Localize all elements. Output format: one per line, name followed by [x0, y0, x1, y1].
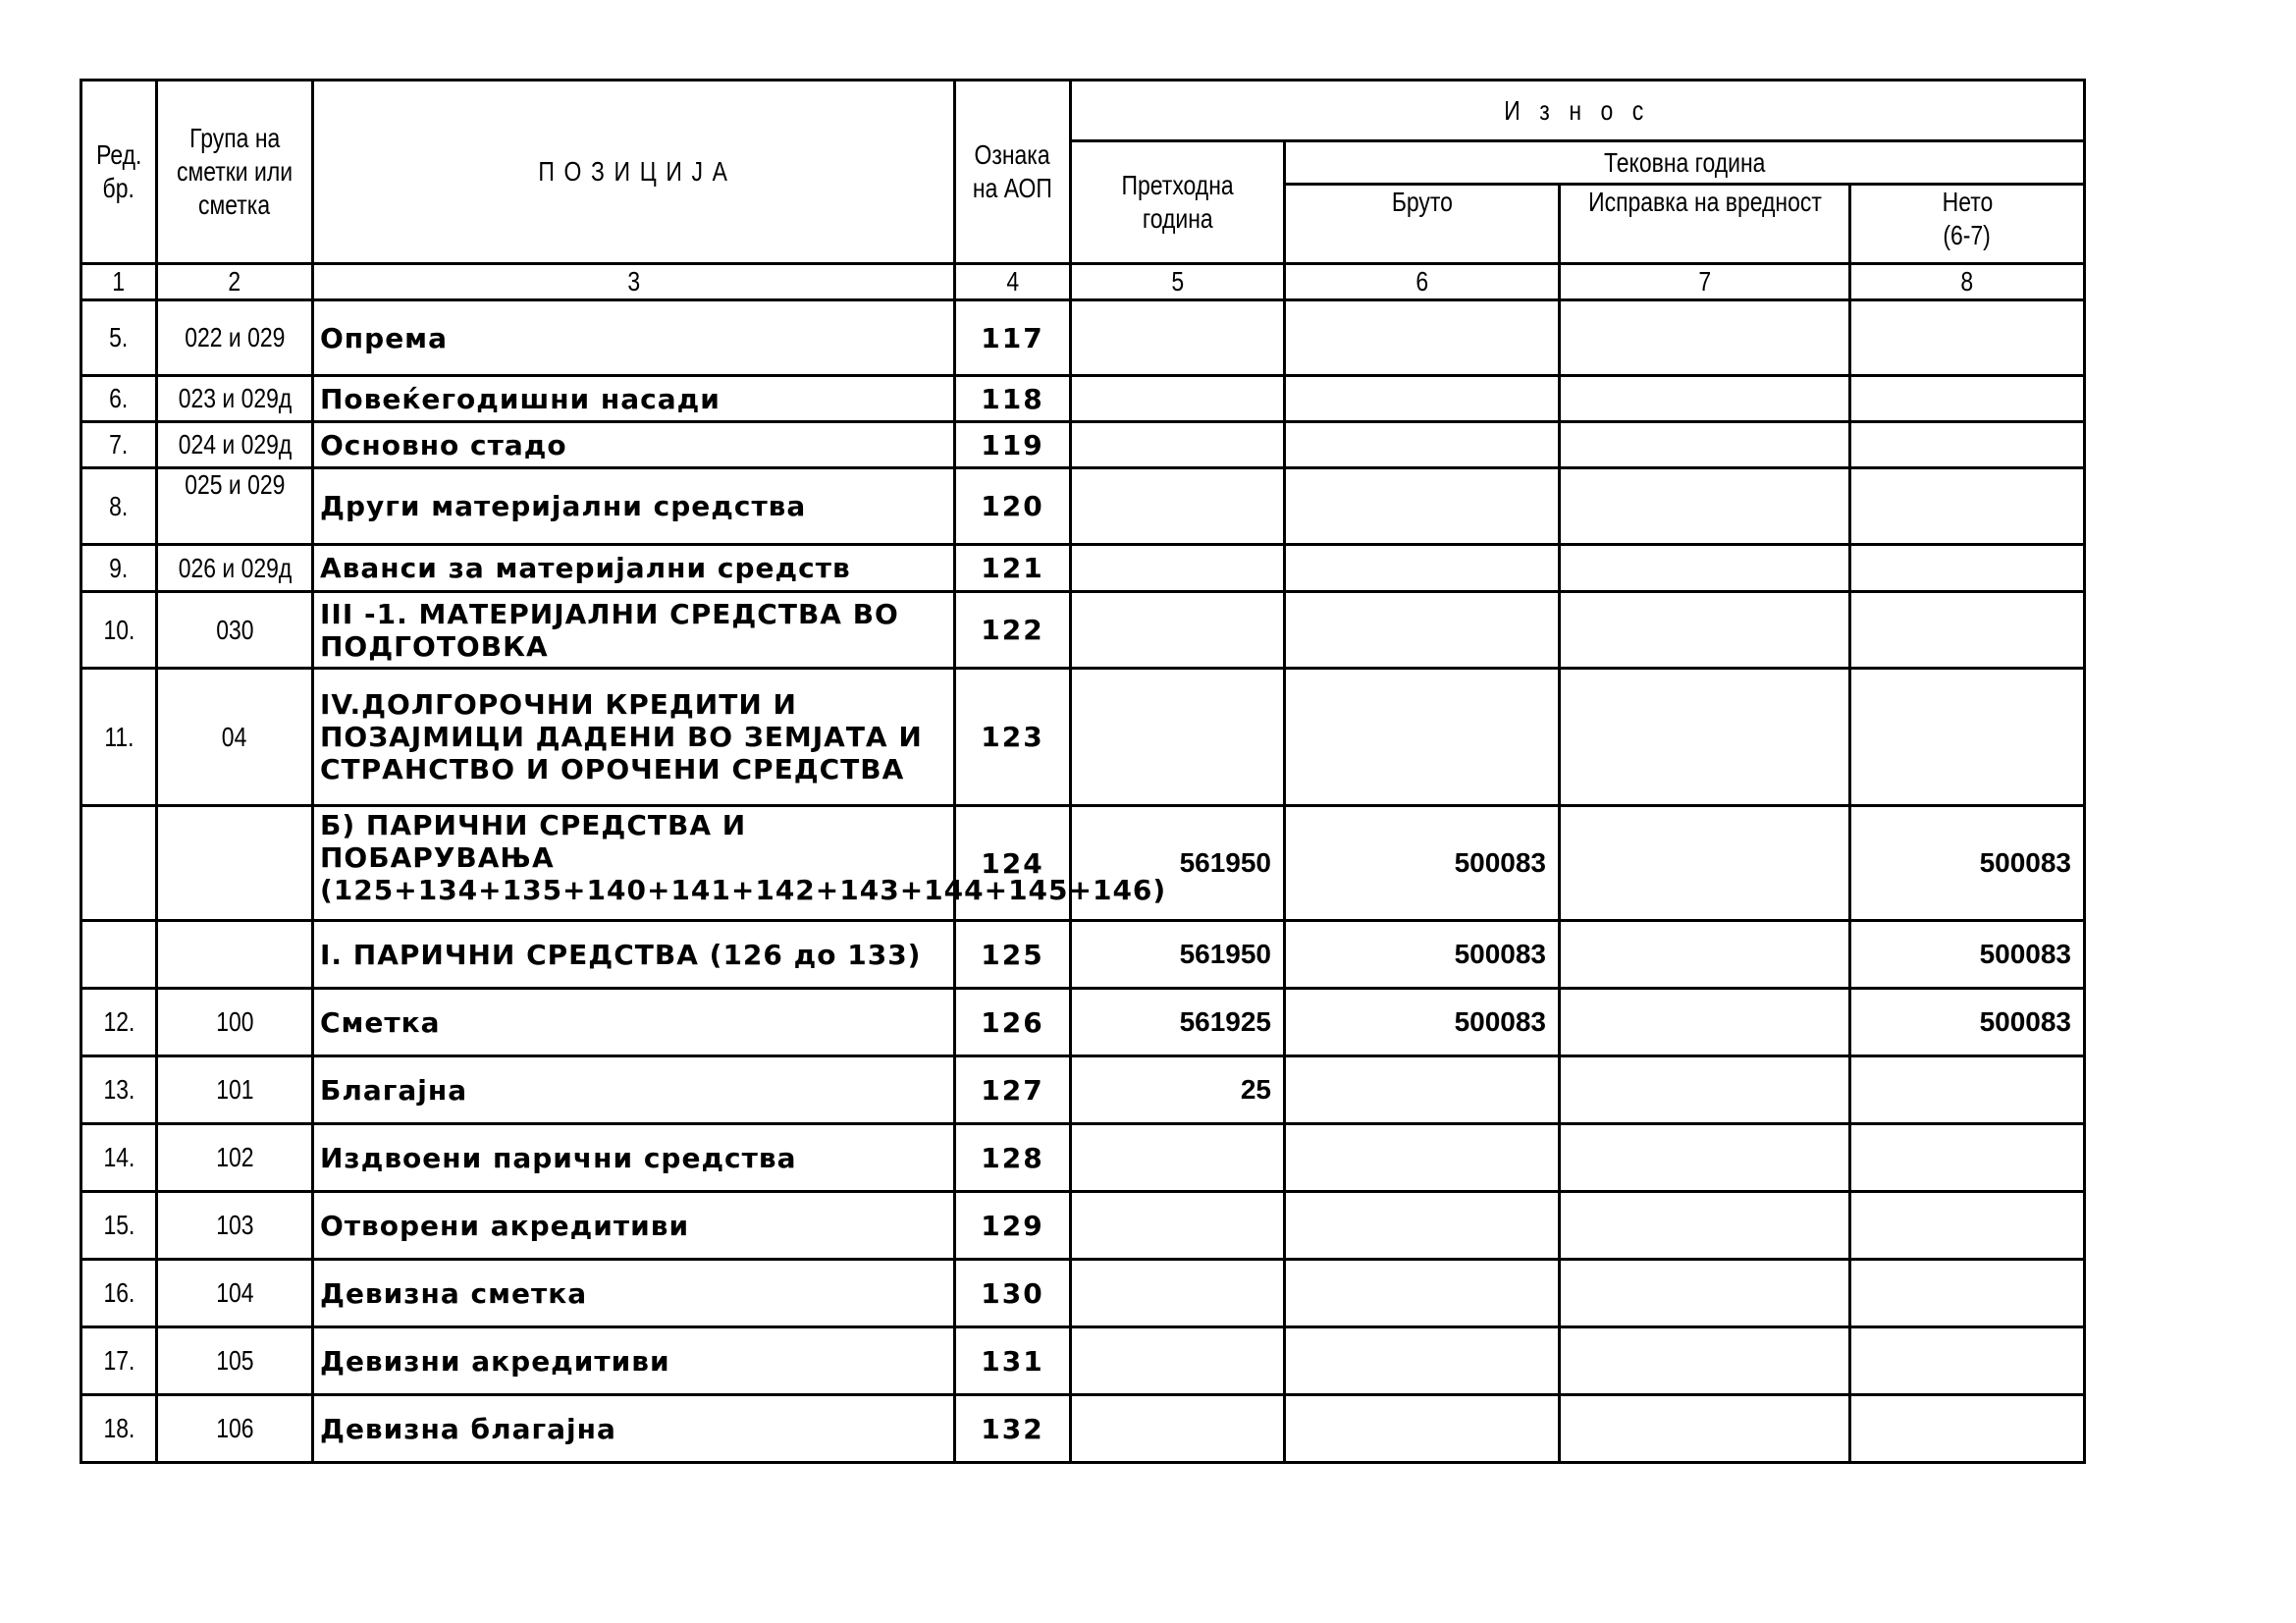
column-number: 3: [313, 264, 955, 300]
gross-amount: [1285, 669, 1560, 806]
header-current-year-label: Тековна година: [1603, 146, 1766, 178]
position-name: Основно стадо: [313, 422, 955, 468]
row-number: [81, 921, 157, 989]
gross-amount: 500083: [1285, 989, 1560, 1056]
previous-year-amount: 561925: [1071, 989, 1285, 1056]
header-account-group-line2: сметки или: [176, 156, 294, 187]
account-group: 104: [157, 1260, 313, 1327]
correction-amount: [1560, 669, 1850, 806]
position-name: I. ПАРИЧНИ СРЕДСТВА (126 до 133): [313, 921, 955, 989]
header-correction: [1560, 185, 1850, 264]
account-group: 04: [157, 669, 313, 806]
net-amount: [1850, 1395, 2085, 1463]
header-row-number-line2: бр.: [102, 173, 135, 203]
net-amount: 500083: [1850, 921, 2085, 989]
row-number: 5.: [81, 300, 157, 376]
table-row: [81, 468, 2085, 545]
row-number: 11.: [81, 669, 157, 806]
aop-code: 130: [955, 1260, 1071, 1327]
aop-code: 121: [955, 545, 1071, 592]
aop-code: 129: [955, 1192, 1071, 1260]
row-number: 10.: [81, 592, 157, 669]
correction-amount: [1560, 806, 1850, 921]
column-number: 7: [1560, 264, 1850, 300]
account-group: 023 и 029д: [157, 376, 313, 422]
account-group: 030: [157, 592, 313, 669]
account-group: 102: [157, 1124, 313, 1192]
gross-amount: [1285, 592, 1560, 669]
net-amount: 500083: [1850, 806, 2085, 921]
net-amount: 500083: [1850, 989, 2085, 1056]
header-row-number-line1: Ред.: [95, 139, 142, 170]
net-amount: [1850, 1056, 2085, 1124]
aop-code: 125: [955, 921, 1071, 989]
correction-amount: [1560, 989, 1850, 1056]
table-row: [81, 300, 2085, 376]
row-number: 18.: [81, 1395, 157, 1463]
header-previous-year-line2: година: [1142, 203, 1213, 234]
correction-amount: [1560, 468, 1850, 545]
header-correction-label: Исправка на вредност: [1587, 187, 1822, 217]
net-amount: [1850, 468, 2085, 545]
aop-code: 119: [955, 422, 1071, 468]
position-name: Сметка: [313, 989, 955, 1056]
aop-code: 132: [955, 1395, 1071, 1463]
account-group: 103: [157, 1192, 313, 1260]
header-aop-line1: Ознака: [974, 139, 1051, 170]
header-net: [1850, 185, 2085, 264]
previous-year-amount: [1071, 376, 1285, 422]
previous-year-amount: [1071, 1192, 1285, 1260]
position-name: III -1. МАТЕРИЈАЛНИ СРЕДСТВА ВО ПОДГОТОВКА: [313, 592, 955, 669]
previous-year-amount: [1071, 1124, 1285, 1192]
account-group: 105: [157, 1327, 313, 1395]
net-amount: [1850, 300, 2085, 376]
header-amount: [1071, 81, 2085, 141]
aop-code: 123: [955, 669, 1071, 806]
row-number: 15.: [81, 1192, 157, 1260]
row-number: [81, 806, 157, 921]
header-net-line2: (6-7): [1943, 220, 1992, 250]
row-number: 12.: [81, 989, 157, 1056]
previous-year-amount: [1071, 669, 1285, 806]
aop-code: 131: [955, 1327, 1071, 1395]
previous-year-amount: 561950: [1071, 806, 1285, 921]
position-name: Девизни акредитиви: [313, 1327, 955, 1395]
table-row: [81, 592, 2085, 669]
header-previous-year: [1071, 141, 1285, 264]
header-previous-year-line1: Претходна: [1121, 170, 1234, 200]
header-net-line1: Нето: [1942, 187, 1993, 217]
table-row: [81, 1124, 2085, 1192]
correction-amount: [1560, 376, 1850, 422]
account-group: 101: [157, 1056, 313, 1124]
aop-code: 126: [955, 989, 1071, 1056]
table-row: [81, 376, 2085, 422]
position-name: Благајна: [313, 1056, 955, 1124]
header-account-group: [157, 81, 313, 264]
balance-sheet-table: [80, 79, 2086, 1464]
position-name: Аванси за материјални средств: [313, 545, 955, 592]
gross-amount: [1285, 1260, 1560, 1327]
table-row: [81, 1056, 2085, 1124]
table-row: [81, 1395, 2085, 1463]
gross-amount: [1285, 545, 1560, 592]
table-row: [81, 806, 2085, 921]
header-row-number: [81, 81, 157, 264]
header-position: [313, 81, 955, 264]
row-number: 9.: [81, 545, 157, 592]
position-name: Девизна сметка: [313, 1260, 955, 1327]
position-name: Повеќегодишни насади: [313, 376, 955, 422]
account-group: 100: [157, 989, 313, 1056]
net-amount: [1850, 592, 2085, 669]
position-name: IV.ДОЛГОРОЧНИ КРЕДИТИ И ПОЗАЈМИЦИ ДАДЕНИ ВО ЗЕМЈАТА И СТРАНСТВО И ОРОЧЕНИ СРЕДСТВА: [313, 669, 955, 806]
row-number: 6.: [81, 376, 157, 422]
gross-amount: [1285, 300, 1560, 376]
column-number: 1: [81, 264, 157, 300]
gross-amount: [1285, 1056, 1560, 1124]
account-group: 106: [157, 1395, 313, 1463]
aop-code: 128: [955, 1124, 1071, 1192]
previous-year-amount: [1071, 545, 1285, 592]
gross-amount: [1285, 1124, 1560, 1192]
aop-code: 117: [955, 300, 1071, 376]
column-number-row: [81, 264, 2085, 300]
previous-year-amount: [1071, 1395, 1285, 1463]
row-number: 14.: [81, 1124, 157, 1192]
table-row: [81, 545, 2085, 592]
position-name: Други материјални средства: [313, 468, 955, 545]
row-number: 17.: [81, 1327, 157, 1395]
table-row: [81, 1192, 2085, 1260]
row-number: 8.: [81, 468, 157, 545]
column-number: 2: [157, 264, 313, 300]
row-number: 16.: [81, 1260, 157, 1327]
aop-code: 120: [955, 468, 1071, 545]
aop-code: 127: [955, 1056, 1071, 1124]
net-amount: [1850, 1124, 2085, 1192]
net-amount: [1850, 376, 2085, 422]
correction-amount: [1560, 1395, 1850, 1463]
header-current-year: [1285, 141, 2085, 185]
previous-year-amount: [1071, 1260, 1285, 1327]
row-number: 13.: [81, 1056, 157, 1124]
previous-year-amount: [1071, 1327, 1285, 1395]
gross-amount: [1285, 1192, 1560, 1260]
net-amount: [1850, 1260, 2085, 1327]
account-group: 022 и 029: [157, 300, 313, 376]
column-number: 4: [955, 264, 1071, 300]
table-row: [81, 422, 2085, 468]
net-amount: [1850, 545, 2085, 592]
gross-amount: [1285, 1395, 1560, 1463]
gross-amount: [1285, 1327, 1560, 1395]
column-number: 8: [1850, 264, 2085, 300]
previous-year-amount: 25: [1071, 1056, 1285, 1124]
previous-year-amount: [1071, 592, 1285, 669]
account-group: 025 и 029: [157, 468, 313, 545]
correction-amount: [1560, 1327, 1850, 1395]
position-name: Б) ПАРИЧНИ СРЕДСТВА И ПОБАРУВАЊА (125+134+135+140+141+142+143+144+145+146): [313, 806, 955, 921]
net-amount: [1850, 1327, 2085, 1395]
column-number: 5: [1071, 264, 1285, 300]
account-group: [157, 806, 313, 921]
table-row: [81, 1327, 2085, 1395]
account-group: [157, 921, 313, 989]
position-name: Отворени акредитиви: [313, 1192, 955, 1260]
previous-year-amount: [1071, 422, 1285, 468]
gross-amount: 500083: [1285, 806, 1560, 921]
gross-amount: 500083: [1285, 921, 1560, 989]
header-position-label: П О З И Ц И Ј А: [538, 156, 729, 187]
correction-amount: [1560, 921, 1850, 989]
correction-amount: [1560, 1192, 1850, 1260]
correction-amount: [1560, 422, 1850, 468]
correction-amount: [1560, 1124, 1850, 1192]
correction-amount: [1560, 300, 1850, 376]
header-gross-label: Бруто: [1391, 187, 1453, 217]
previous-year-amount: [1071, 468, 1285, 545]
header-account-group-line1: Група на: [188, 123, 281, 153]
account-group: 024 и 029д: [157, 422, 313, 468]
net-amount: [1850, 669, 2085, 806]
table-row: [81, 921, 2085, 989]
correction-amount: [1560, 545, 1850, 592]
row-number: 7.: [81, 422, 157, 468]
previous-year-amount: [1071, 300, 1285, 376]
position-name: Издвоени парични средства: [313, 1124, 955, 1192]
header-aop-line2: на АОП: [972, 173, 1053, 203]
position-name: Девизна благајна: [313, 1395, 955, 1463]
correction-amount: [1560, 1056, 1850, 1124]
header-amount-label: И з н о с: [1504, 94, 1651, 126]
column-number: 6: [1285, 264, 1560, 300]
aop-code: 118: [955, 376, 1071, 422]
table-row: [81, 989, 2085, 1056]
aop-code: 122: [955, 592, 1071, 669]
correction-amount: [1560, 592, 1850, 669]
header-aop: [955, 81, 1071, 264]
position-name: Опрема: [313, 300, 955, 376]
net-amount: [1850, 1192, 2085, 1260]
net-amount: [1850, 422, 2085, 468]
header-gross: [1285, 185, 1560, 264]
gross-amount: [1285, 422, 1560, 468]
header-account-group-line3: сметка: [198, 189, 271, 220]
table-row: [81, 1260, 2085, 1327]
gross-amount: [1285, 468, 1560, 545]
account-group: 026 и 029д: [157, 545, 313, 592]
aop-code: 124: [955, 806, 1071, 921]
previous-year-amount: 561950: [1071, 921, 1285, 989]
table-row: [81, 669, 2085, 806]
correction-amount: [1560, 1260, 1850, 1327]
gross-amount: [1285, 376, 1560, 422]
